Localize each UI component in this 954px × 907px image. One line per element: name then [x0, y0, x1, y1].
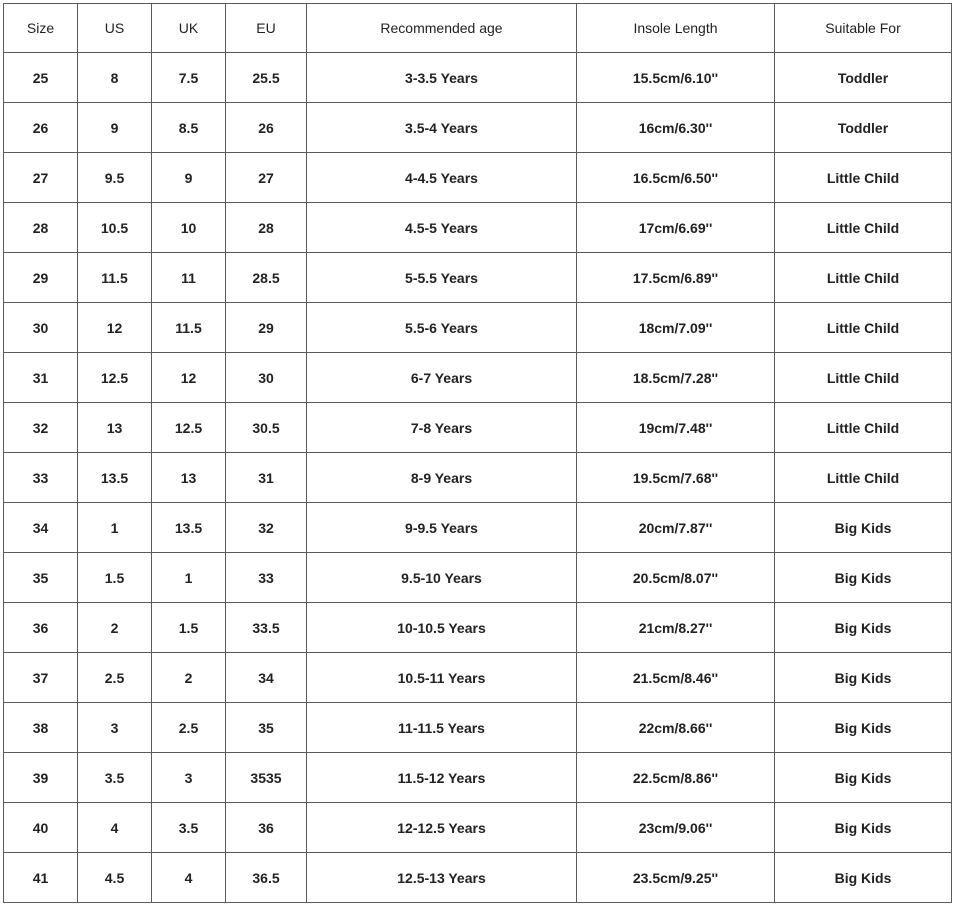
cell-recommended-age: 12.5-13 Years: [307, 853, 577, 903]
cell-uk: 9: [152, 153, 226, 203]
cell-us: 2.5: [78, 653, 152, 703]
cell-eu: 30.5: [226, 403, 307, 453]
cell-uk: 2: [152, 653, 226, 703]
cell-suitable-for: Big Kids: [775, 753, 952, 803]
cell-size: 38: [4, 703, 78, 753]
cell-uk: 3.5: [152, 803, 226, 853]
cell-size: 37: [4, 653, 78, 703]
cell-size: 36: [4, 603, 78, 653]
cell-suitable-for: Little Child: [775, 153, 952, 203]
cell-size: 29: [4, 253, 78, 303]
cell-uk: 4: [152, 853, 226, 903]
cell-insole-length: 18.5cm/7.28'': [577, 353, 775, 403]
table-row: [4, 153, 952, 203]
cell-eu: 36.5: [226, 853, 307, 903]
cell-insole-length: 17.5cm/6.89'': [577, 253, 775, 303]
cell-suitable-for: Little Child: [775, 303, 952, 353]
cell-eu: 35: [226, 703, 307, 753]
cell-suitable-for: Little Child: [775, 253, 952, 303]
cell-uk: 8.5: [152, 103, 226, 153]
cell-size: 26: [4, 103, 78, 153]
table-row: [4, 453, 952, 503]
table-row: [4, 253, 952, 303]
cell-recommended-age: 9.5-10 Years: [307, 553, 577, 603]
cell-suitable-for: Little Child: [775, 203, 952, 253]
cell-insole-length: 15.5cm/6.10'': [577, 53, 775, 103]
table-row: [4, 303, 952, 353]
cell-recommended-age: 7-8 Years: [307, 403, 577, 453]
cell-size: 35: [4, 553, 78, 603]
header-uk: UK: [152, 4, 226, 53]
cell-uk: 13: [152, 453, 226, 503]
header-row: [4, 4, 952, 53]
cell-us: 3.5: [78, 753, 152, 803]
cell-size: 28: [4, 203, 78, 253]
cell-us: 12: [78, 303, 152, 353]
cell-recommended-age: 5-5.5 Years: [307, 253, 577, 303]
cell-suitable-for: Toddler: [775, 53, 952, 103]
cell-insole-length: 21cm/8.27'': [577, 603, 775, 653]
cell-eu: 28.5: [226, 253, 307, 303]
cell-eu: 33: [226, 553, 307, 603]
cell-insole-length: 21.5cm/8.46'': [577, 653, 775, 703]
table-row: [4, 803, 952, 853]
cell-insole-length: 19.5cm/7.68'': [577, 453, 775, 503]
header-eu: EU: [226, 4, 307, 53]
header-recommended-age: Recommended age: [307, 4, 577, 53]
cell-insole-length: 20cm/7.87'': [577, 503, 775, 553]
cell-recommended-age: 3.5-4 Years: [307, 103, 577, 153]
table-row: [4, 353, 952, 403]
cell-us: 8: [78, 53, 152, 103]
cell-recommended-age: 8-9 Years: [307, 453, 577, 503]
table-row: [4, 403, 952, 453]
cell-suitable-for: Little Child: [775, 353, 952, 403]
cell-eu: 32: [226, 503, 307, 553]
cell-suitable-for: Big Kids: [775, 803, 952, 853]
header-insole-length: Insole Length: [577, 4, 775, 53]
table-row: [4, 553, 952, 603]
cell-us: 3: [78, 703, 152, 753]
cell-recommended-age: 5.5-6 Years: [307, 303, 577, 353]
cell-insole-length: 22cm/8.66'': [577, 703, 775, 753]
cell-us: 13.5: [78, 453, 152, 503]
cell-insole-length: 23.5cm/9.25'': [577, 853, 775, 903]
cell-recommended-age: 3-3.5 Years: [307, 53, 577, 103]
cell-us: 9.5: [78, 153, 152, 203]
cell-size: 25: [4, 53, 78, 103]
cell-insole-length: 18cm/7.09'': [577, 303, 775, 353]
cell-eu: 31: [226, 453, 307, 503]
header-suitable-for: Suitable For: [775, 4, 952, 53]
cell-insole-length: 16cm/6.30'': [577, 103, 775, 153]
cell-eu: 36: [226, 803, 307, 853]
cell-size: 27: [4, 153, 78, 203]
cell-eu: 34: [226, 653, 307, 703]
cell-recommended-age: 4.5-5 Years: [307, 203, 577, 253]
cell-us: 4: [78, 803, 152, 853]
table-row: [4, 853, 952, 903]
cell-us: 11.5: [78, 253, 152, 303]
cell-us: 13: [78, 403, 152, 453]
cell-size: 30: [4, 303, 78, 353]
header-size: Size: [4, 4, 78, 53]
table-row: [4, 653, 952, 703]
cell-uk: 12.5: [152, 403, 226, 453]
cell-suitable-for: Big Kids: [775, 653, 952, 703]
cell-recommended-age: 6-7 Years: [307, 353, 577, 403]
header-us: US: [78, 4, 152, 53]
cell-suitable-for: Little Child: [775, 403, 952, 453]
cell-suitable-for: Big Kids: [775, 703, 952, 753]
cell-eu: 25.5: [226, 53, 307, 103]
cell-eu: 26: [226, 103, 307, 153]
table-row: [4, 103, 952, 153]
cell-size: 31: [4, 353, 78, 403]
cell-suitable-for: Big Kids: [775, 853, 952, 903]
cell-recommended-age: 11-11.5 Years: [307, 703, 577, 753]
cell-insole-length: 17cm/6.69'': [577, 203, 775, 253]
cell-uk: 11.5: [152, 303, 226, 353]
cell-us: 1: [78, 503, 152, 553]
cell-uk: 12: [152, 353, 226, 403]
cell-recommended-age: 4-4.5 Years: [307, 153, 577, 203]
cell-insole-length: 23cm/9.06'': [577, 803, 775, 853]
cell-recommended-age: 11.5-12 Years: [307, 753, 577, 803]
cell-eu: 29: [226, 303, 307, 353]
cell-size: 34: [4, 503, 78, 553]
table-row: [4, 503, 952, 553]
cell-size: 39: [4, 753, 78, 803]
cell-suitable-for: Big Kids: [775, 553, 952, 603]
table-row: [4, 703, 952, 753]
cell-uk: 1: [152, 553, 226, 603]
cell-suitable-for: Big Kids: [775, 503, 952, 553]
cell-us: 10.5: [78, 203, 152, 253]
cell-size: 41: [4, 853, 78, 903]
table-row: [4, 203, 952, 253]
table-row: [4, 603, 952, 653]
cell-recommended-age: 10.5-11 Years: [307, 653, 577, 703]
cell-eu: 33.5: [226, 603, 307, 653]
cell-size: 40: [4, 803, 78, 853]
cell-recommended-age: 9-9.5 Years: [307, 503, 577, 553]
cell-recommended-age: 10-10.5 Years: [307, 603, 577, 653]
cell-insole-length: 16.5cm/6.50'': [577, 153, 775, 203]
table-header: [4, 4, 952, 53]
cell-uk: 7.5: [152, 53, 226, 103]
cell-us: 1.5: [78, 553, 152, 603]
table-body: [4, 53, 952, 903]
cell-suitable-for: Toddler: [775, 103, 952, 153]
cell-uk: 2.5: [152, 703, 226, 753]
cell-insole-length: 19cm/7.48'': [577, 403, 775, 453]
cell-size: 32: [4, 403, 78, 453]
cell-eu: 30: [226, 353, 307, 403]
cell-us: 4.5: [78, 853, 152, 903]
cell-us: 2: [78, 603, 152, 653]
table-row: [4, 753, 952, 803]
cell-suitable-for: Little Child: [775, 453, 952, 503]
cell-eu: 27: [226, 153, 307, 203]
cell-eu: 28: [226, 203, 307, 253]
size-chart-table: [3, 3, 952, 903]
cell-insole-length: 22.5cm/8.86'': [577, 753, 775, 803]
cell-uk: 13.5: [152, 503, 226, 553]
cell-insole-length: 20.5cm/8.07'': [577, 553, 775, 603]
table-row: [4, 53, 952, 103]
cell-size: 33: [4, 453, 78, 503]
cell-uk: 10: [152, 203, 226, 253]
cell-uk: 3: [152, 753, 226, 803]
cell-suitable-for: Big Kids: [775, 603, 952, 653]
cell-eu: 3535: [226, 753, 307, 803]
cell-recommended-age: 12-12.5 Years: [307, 803, 577, 853]
cell-us: 12.5: [78, 353, 152, 403]
cell-uk: 11: [152, 253, 226, 303]
cell-us: 9: [78, 103, 152, 153]
cell-uk: 1.5: [152, 603, 226, 653]
